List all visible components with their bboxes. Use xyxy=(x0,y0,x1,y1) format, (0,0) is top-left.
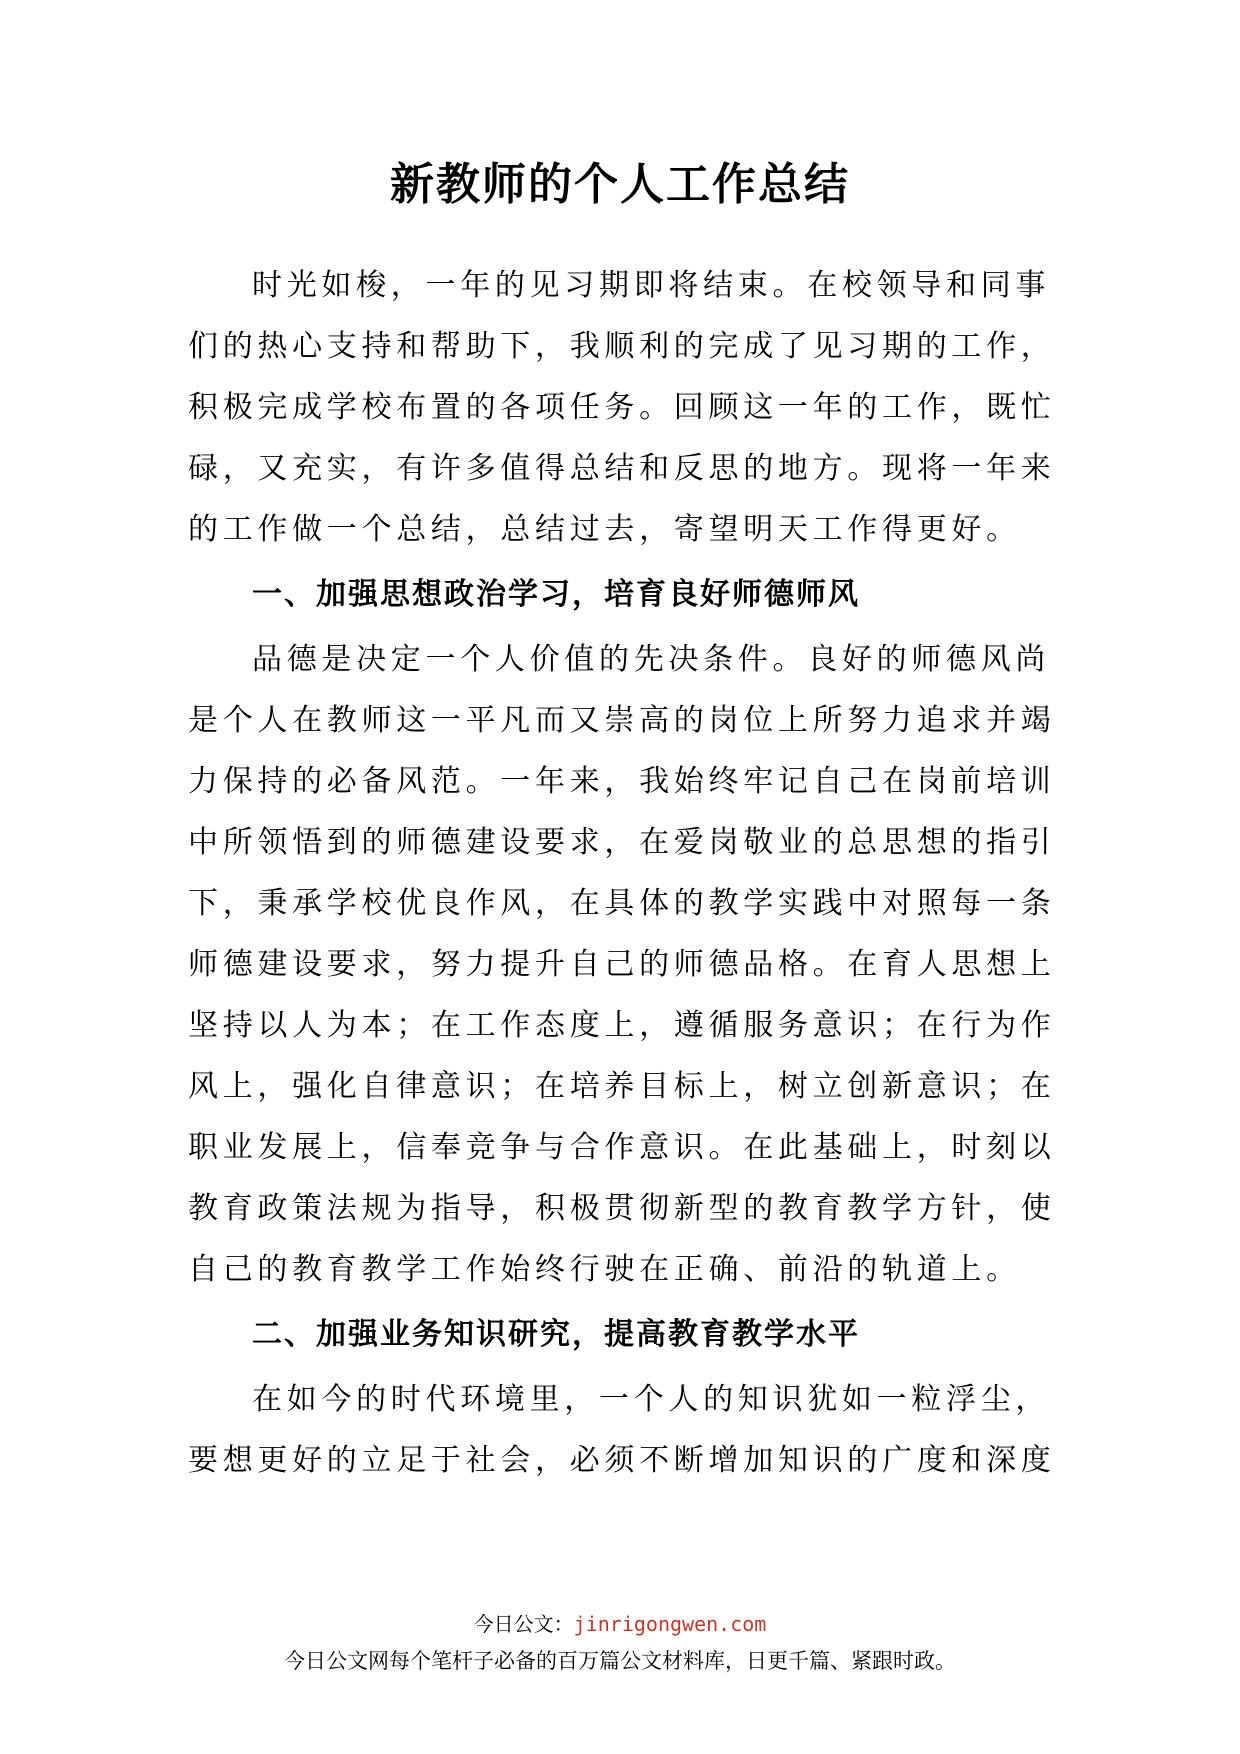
section-heading-1: 一、加强思想政治学习，培育良好师德师风 xyxy=(252,577,860,612)
text-line: 坚持以人为本；在工作态度上，遵循服务意识；在行为作 xyxy=(188,1008,1056,1043)
section1-paragraph xyxy=(188,629,1056,1300)
text-line: 在如今的时代环境里，一个人的知识犹如一粒浮尘， xyxy=(252,1382,1051,1417)
footer-label: 今日公文： xyxy=(473,1612,574,1636)
text-line: 风上，强化自律意识；在培养目标上，树立创新意识；在 xyxy=(188,1069,1056,1104)
page-title: 新教师的个人工作总结 xyxy=(390,159,850,210)
text-line: 是个人在教师这一平凡而又崇高的岗位上所努力追求并竭 xyxy=(188,703,1056,738)
text-line: 时光如梭，一年的见习期即将结束。在校领导和同事 xyxy=(252,268,1051,303)
text-line: 自己的教育教学工作始终行驶在正确、前沿的轨道上。 xyxy=(188,1252,1021,1287)
text-line: 教育政策法规为指导，积极贯彻新型的教育教学方针，使 xyxy=(188,1191,1056,1226)
text-line: 积极完成学校布置的各项任务。回顾这一年的工作，既忙 xyxy=(188,390,1056,425)
text-line: 力保持的必备风范。一年来，我始终牢记自己在岗前培训 xyxy=(188,764,1056,799)
footer-source xyxy=(0,1608,1240,1637)
text-line: 职业发展上，信奉竞争与合作意识。在此基础上，时刻以 xyxy=(188,1130,1056,1165)
text-line: 要想更好的立足于社会，必须不断增加知识的广度和深度 xyxy=(188,1443,1056,1478)
text-line: 中所领悟到的师德建设要求，在爱岗敬业的总思想的指引 xyxy=(188,825,1056,860)
section-heading-2: 二、加强业务知识研究，提高教育教学水平 xyxy=(252,1317,860,1352)
document-body xyxy=(188,255,1056,1495)
text-line: 师德建设要求，努力提升自己的师德品格。在育人思想上 xyxy=(188,947,1056,982)
intro-paragraph xyxy=(188,255,1056,560)
text-line: 下，秉承学校优良作风，在具体的教学实践中对照每一条 xyxy=(188,886,1056,921)
text-line: 们的热心支持和帮助下，我顺利的完成了见习期的工作， xyxy=(188,329,1056,364)
section2-paragraph xyxy=(188,1369,1056,1491)
text-line: 碌，又充实，有许多值得总结和反思的地方。现将一年来 xyxy=(188,451,1056,486)
text-line: 品德是决定一个人价值的先决条件。良好的师德风尚 xyxy=(252,642,1051,677)
text-line: 的工作做一个总结，总结过去，寄望明天工作得更好。 xyxy=(188,512,1021,547)
footer-slogan: 今日公文网每个笔杆子必备的百万篇公文材料库，日更千篇、紧跟时政。 xyxy=(284,1649,956,1673)
footer-url-link[interactable]: jinrigongwen.com xyxy=(573,1612,767,1636)
